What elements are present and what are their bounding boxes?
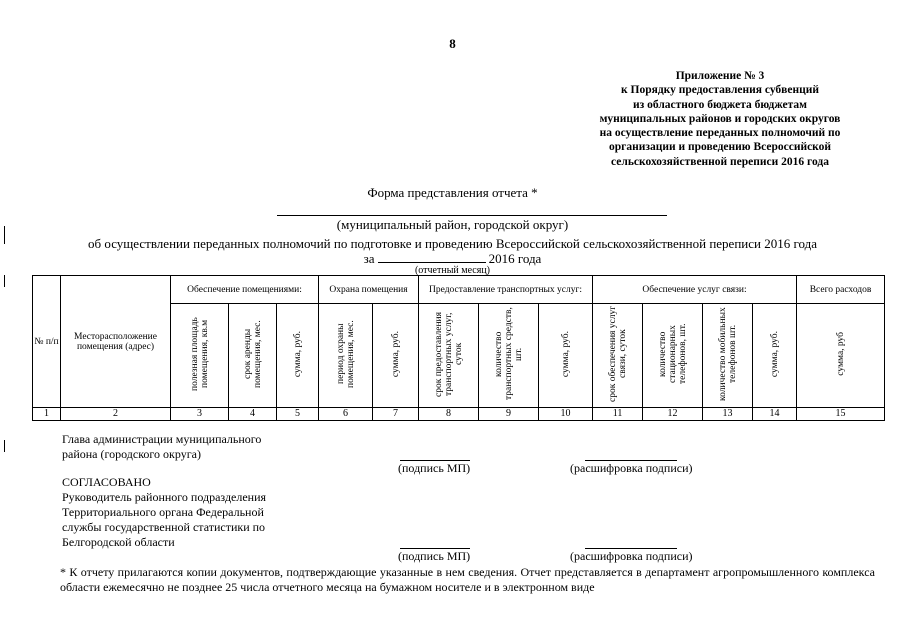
appendix-line: Приложение № 3	[675, 70, 765, 82]
col-number: 5	[277, 408, 319, 421]
period-caption: (отчетный месяц)	[414, 265, 491, 276]
col-number: 1	[33, 408, 61, 421]
subcol-sum: сумма, руб.	[753, 304, 797, 408]
report-subject: об осуществлении переданных полномочий по подготовке и проведению Всероссийской сельскохозяйственной переписи 2016 года	[88, 236, 817, 251]
appendix-line: муниципальных районов и городских округов	[599, 112, 841, 125]
appendix-line: из областного бюджета бюджетам	[633, 98, 807, 111]
col-number: 11	[593, 408, 643, 421]
group-communication: Обеспечение услуг связи:	[593, 276, 797, 304]
group-total: Всего расходов	[797, 276, 885, 304]
table-group-row	[33, 276, 885, 304]
table-number-row	[33, 408, 885, 421]
head-signature-block	[62, 432, 261, 462]
col-number: 6	[319, 408, 373, 421]
col-number: 13	[703, 408, 753, 421]
page-number: 8	[449, 36, 456, 51]
head-title-line: района (городского округа)	[62, 447, 201, 461]
agreed-line: Руководитель районного подразделения	[62, 490, 267, 504]
group-premises: Обеспечение помещениями:	[171, 276, 319, 304]
decode-caption: (расшифровка подписи)	[570, 461, 693, 475]
appendix-line: на осуществление переданных полномочий по	[599, 127, 841, 140]
signature-caption: (подпись МП)	[398, 549, 471, 563]
col-number: 14	[753, 408, 797, 421]
col-number: 7	[373, 408, 419, 421]
agreed-line: службы государственной статистики по	[62, 520, 266, 534]
header-num: № п/п	[33, 276, 61, 408]
subcol-mobiles: количество мобильных телефонов шт.	[703, 304, 753, 408]
period-suffix: 2016 года	[488, 251, 542, 266]
period-blank	[378, 251, 486, 263]
subcol-comm-term: срок обеспечения услуг связи, суток	[593, 304, 643, 408]
subcol-area: полезная площадь помещения, кв.м	[171, 304, 229, 408]
subcol-rent-term: срок аренды помещения, мес.	[229, 304, 277, 408]
col-number: 4	[229, 408, 277, 421]
group-transport: Предоставление транспортных услуг:	[419, 276, 593, 304]
subcol-sum: сумма, руб.	[539, 304, 593, 408]
subcol-landlines: количество стационарных телефонов, шт.	[643, 304, 703, 408]
col-number: 15	[797, 408, 885, 421]
subcol-sum: сумма, руб.	[373, 304, 419, 408]
scan-mark	[4, 440, 5, 452]
subcol-security-period: период охраны помещения, мес.	[319, 304, 373, 408]
agreed-line: Территориального органа Федеральной	[62, 505, 264, 519]
appendix-line: к Порядку предоставления субвенций	[621, 84, 819, 97]
appendix-line: организации и проведению Всероссийской	[608, 141, 832, 154]
agreed-line: СОГЛАСОВАНО	[62, 475, 151, 489]
period-prefix: за	[363, 251, 375, 266]
col-number: 10	[539, 408, 593, 421]
municipality-caption: (муниципальный район, городской округ)	[336, 217, 569, 232]
col-number: 9	[479, 408, 539, 421]
head-title-line: Глава администрации муниципального	[62, 432, 262, 446]
subcol-total-sum: сумма, руб	[797, 304, 885, 408]
agreed-block	[62, 475, 266, 550]
footnote: * К отчету прилагаются копии документов, подтверждающие указанные в нем сведения. Отчет представляется в департамент агропромышленного комплекса области ежемесячно не позднее 25 числа отчетного месяца на бумажном носителе и в электронном виде	[60, 565, 875, 594]
subcol-vehicles: количество транспортных средств, шт.	[479, 304, 539, 408]
col-number: 2	[61, 408, 171, 421]
appendix-header	[560, 69, 880, 169]
decode-caption: (расшифровка подписи)	[570, 549, 693, 563]
form-title: Форма представления отчета *	[367, 185, 538, 200]
group-security: Охрана помещения	[319, 276, 419, 304]
appendix-line: сельскохозяйственной переписи 2016 года	[611, 155, 829, 168]
municipality-blank-line	[277, 215, 667, 216]
report-table	[32, 275, 885, 421]
col-number: 12	[643, 408, 703, 421]
signature-caption: (подпись МП)	[398, 461, 471, 475]
subcol-transport-term: срок предоставления транспортных услуг, суток	[419, 304, 479, 408]
subcol-sum: сумма, руб.	[277, 304, 319, 408]
header-location: Месторасположение помещения (адрес)	[61, 276, 171, 408]
col-number: 3	[171, 408, 229, 421]
scan-mark	[4, 275, 5, 287]
col-number: 8	[419, 408, 479, 421]
agreed-line: Белгородской области	[62, 535, 175, 549]
